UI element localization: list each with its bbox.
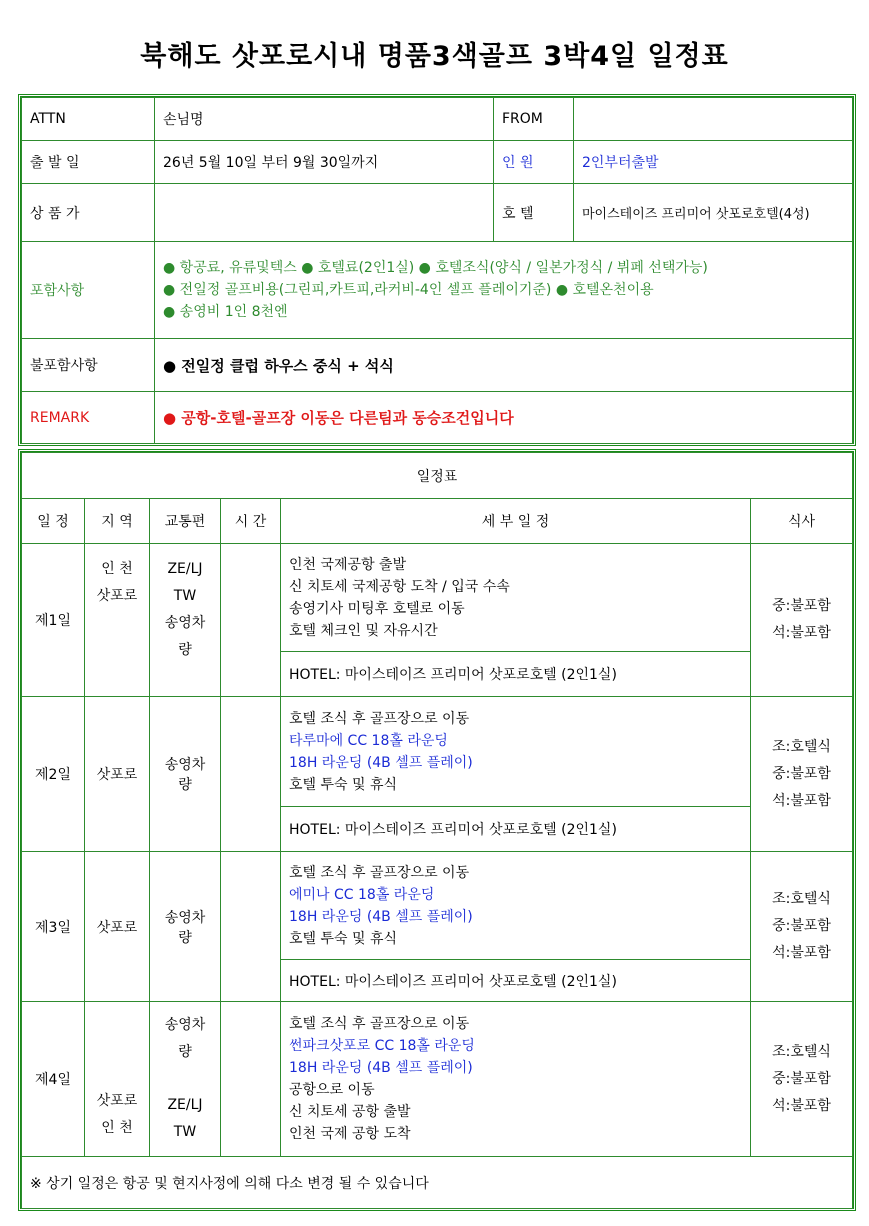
region-day-1 [85,544,150,697]
include-label: 포함사항 [22,242,155,339]
hotel-value: 마이스테이즈 프리미어 삿포로호텔(4성) [574,184,853,242]
price-label: 상 품 가 [22,184,155,242]
details-day-2 [281,697,751,807]
include-item: ● 전일정 골프비용(그린피,카트피,라커비-4인 셀프 플레이기준) ● 호텔온천이용 [163,282,654,298]
page-title: 북해도 삿포로시내 명품3색골프 3박4일 일정표 [140,41,729,72]
people-label: 인 원 [494,141,574,184]
detail-line: 공항으로 이동 [289,1082,375,1098]
detail-line: 신 치토세 국제공항 도착 / 입국 수속 [289,578,510,595]
header-day: 일 정 [22,499,85,544]
from-value [574,98,853,141]
meal-line: 석:불포함 [772,1097,831,1114]
region-line: 인 천 [101,1120,133,1136]
header-region: 지 역 [85,499,150,544]
detail-line: 호텔 투숙 및 휴식 [289,776,398,793]
from-label: FROM [494,98,574,141]
people-value: 2인부터출발 [574,141,853,184]
detail-line: 인천 국제공항 출발 [289,556,407,573]
region-day-2: 삿포로 [85,697,150,852]
meal-line: 중:불포함 [772,918,831,934]
transport-line: 송영차량 [164,1017,206,1060]
include-item: ● 항공료, 유류및텍스 ● 호텔료(2인1실) ● 호텔조식(양식 / 일본가정식 / 뷔페 선택가능) [163,260,708,276]
header-time: 시 간 [221,499,281,544]
detail-line: 18H 라운딩 (4B 셀프 플레이) [289,754,473,771]
include-item: ● 송영비 1인 8천엔 [163,304,288,320]
header-details: 세 부 일 정 [281,499,751,544]
detail-line: 호텔 체크인 및 자유시간 [289,622,438,639]
meal-line: 중:불포함 [772,1070,831,1087]
schedule-table [21,452,853,1209]
detail-line: 호텔 투숙 및 휴식 [289,930,398,947]
transport-line: ZE/LJ [167,1097,203,1113]
hotel-day-2: HOTEL: 마이스테이즈 프리미어 삿포로호텔 (2인1실) [281,807,751,852]
day-4: 제4일 [22,1002,85,1157]
details-day-1 [281,544,751,652]
detail-line: 호텔 조식 후 골프장으로 이동 [289,710,470,727]
meal-line: 석:불포함 [772,945,831,961]
details-day-3 [281,852,751,960]
meal-line: 조:호텔식 [772,1043,831,1060]
transport-line: TW [173,1124,197,1140]
meal-line: 중:불포함 [772,765,831,782]
detail-line: 썬파크삿포로 CC 18홀 라운딩 [289,1038,475,1054]
depart-value: 26년 5월 10일 부터 9월 30일까지 [155,141,494,184]
meal-line: 조:호텔식 [772,891,831,907]
hotel-day-3: HOTEL: 마이스테이즈 프리미어 삿포로호텔 (2인1실) [281,960,751,1002]
time-day-2 [221,697,281,852]
meal-line: 조:호텔식 [772,738,831,755]
header-meals: 식사 [751,499,853,544]
meal-line: 중:불포함 [772,598,831,614]
day-1: 제1일 [22,544,85,697]
detail-line: 에미나 CC 18홀 라운딩 [289,886,435,903]
time-day-3 [221,852,281,1002]
meals-day-4 [751,1002,853,1157]
region-day-3: 삿포로 [85,852,150,1002]
detail-line: 호텔 조식 후 골프장으로 이동 [289,1016,470,1032]
region-line: 인 천 [101,561,133,577]
transport-day-2: 송영차량 [150,697,221,852]
time-day-4 [221,1002,281,1157]
detail-line: 호텔 조식 후 골프장으로 이동 [289,864,470,881]
transport-day-1 [150,544,221,697]
info-table [21,97,853,444]
attn-label: ATTN [22,98,155,141]
detail-line: 송영기사 미팅후 호텔로 이동 [289,600,465,617]
hotel-day-1: HOTEL: 마이스테이즈 프리미어 삿포로호텔 (2인1실) [281,652,751,697]
include-list [155,242,853,339]
transport-day-3: 송영차량 [150,852,221,1002]
meal-line: 석:불포함 [772,792,831,809]
remark-value: ● 공항-호텔-골프장 이동은 다른팀과 동승조건입니다 [155,392,853,444]
exclude-value: ● 전일정 클럽 하우스 중식 + 석식 [155,339,853,392]
detail-line: 18H 라운딩 (4B 셀프 플레이) [289,1060,473,1076]
meal-line: 석:불포함 [772,625,831,641]
region-line: 삿포로 [96,588,138,604]
region-day-4 [85,1002,150,1157]
transport-day-4 [150,1002,221,1157]
header-transport: 교통편 [150,499,221,544]
footnote: ※ 상기 일정은 항공 및 현지사정에 의해 다소 변경 될 수 있습니다 [22,1157,853,1209]
detail-line: 18H 라운딩 (4B 셀프 플레이) [289,908,473,925]
transport-line: 송영차량 [164,615,206,658]
day-2: 제2일 [22,697,85,852]
detail-line: 신 치토세 공항 출발 [289,1104,411,1120]
meals-day-3 [751,852,853,1002]
attn-value: 손님명 [155,98,494,141]
detail-line: 인천 국제 공항 도착 [289,1126,411,1142]
day-3: 제3일 [22,852,85,1002]
remark-label: REMARK [22,392,155,444]
transport-line: TW [173,588,197,604]
price-value [155,184,494,242]
info-table-box [18,94,856,446]
exclude-label: 불포함사항 [22,339,155,392]
schedule-table-box [18,449,856,1211]
detail-line: 타루마에 CC 18홀 라운딩 [289,732,448,749]
transport-line: ZE/LJ [167,561,203,577]
meals-day-2 [751,697,853,852]
details-day-4 [281,1002,751,1157]
schedule-heading: 일정표 [22,453,853,499]
region-line: 삿포로 [96,1093,138,1109]
hotel-label: 호 텔 [494,184,574,242]
meals-day-1 [751,544,853,697]
time-day-1 [221,544,281,697]
depart-label: 출 발 일 [22,141,155,184]
